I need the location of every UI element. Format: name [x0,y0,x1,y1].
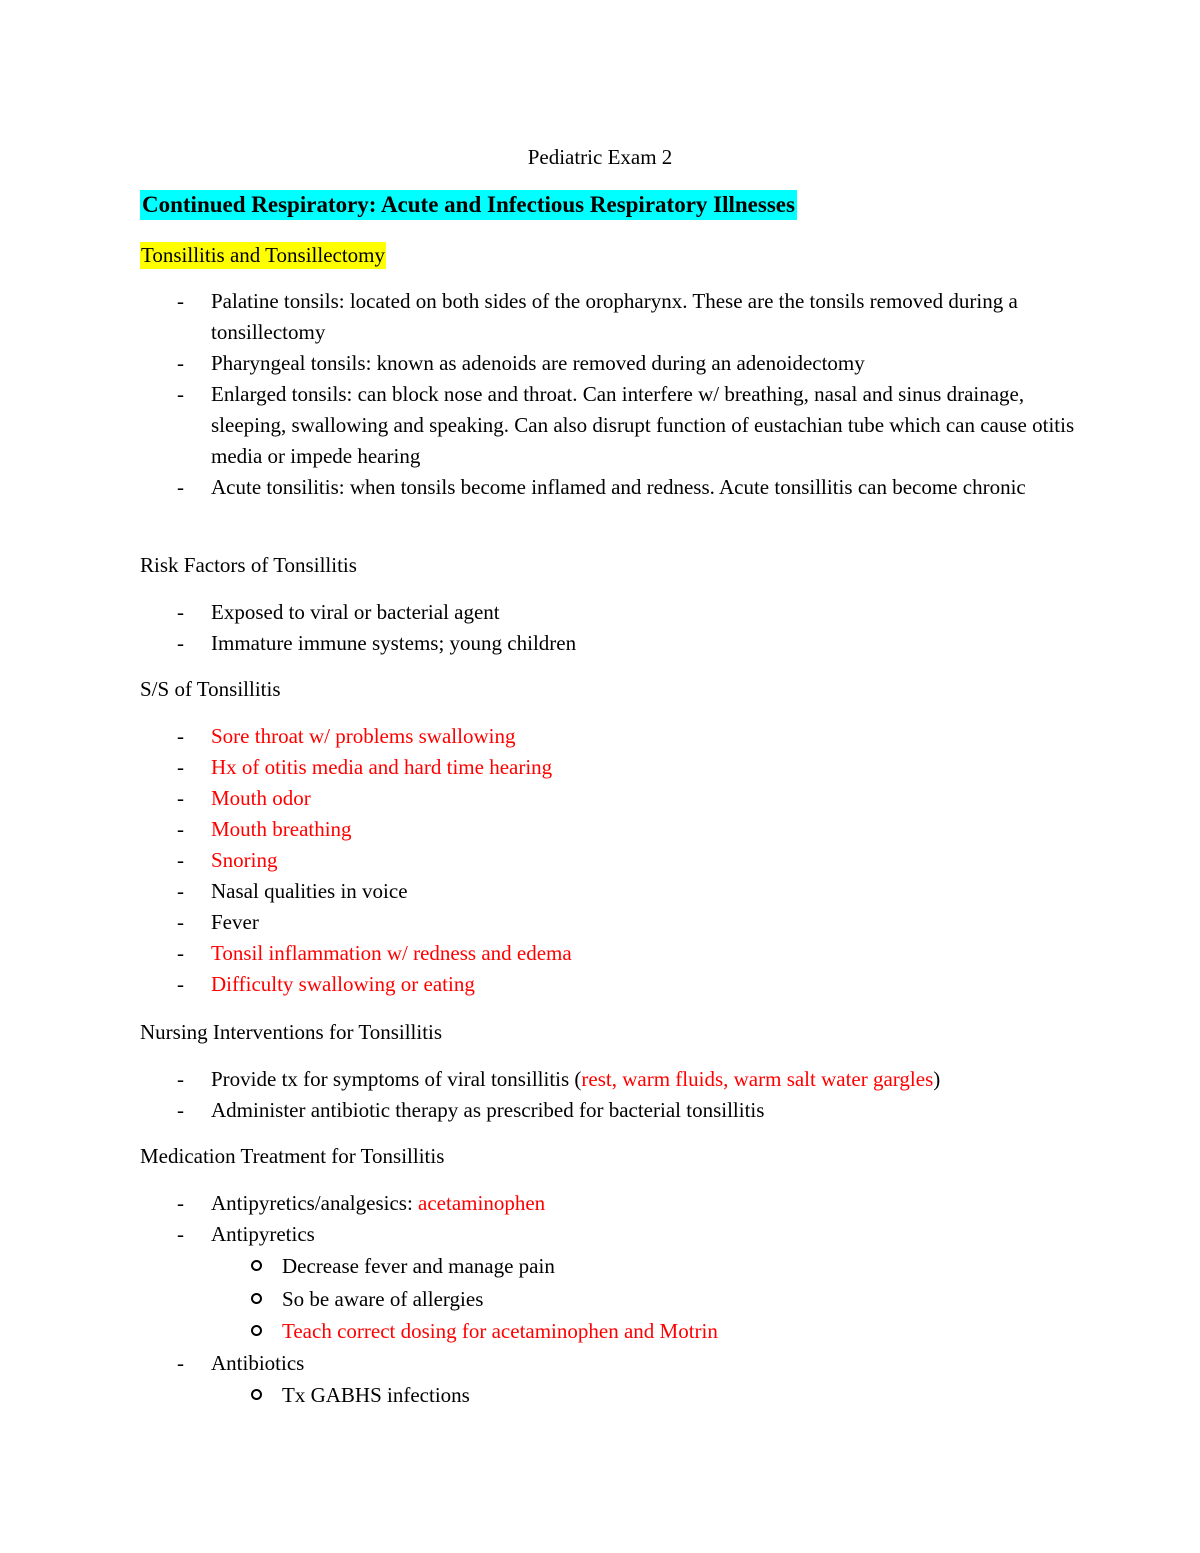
risk-factors-heading: Risk Factors of Tonsillitis [140,553,357,577]
list-item-text: Provide tx for symptoms of viral tonsillitis ( [211,1067,582,1091]
sublist-item-text: So be aware of allergies [282,1286,484,1311]
signs-symptoms-list [140,721,1080,1000]
dash-bullet: - [177,941,184,965]
nursing-interventions-list [140,1064,1080,1126]
dash-bullet: - [177,631,184,655]
list-item [140,783,1080,814]
dash-bullet: - [177,1098,184,1122]
sublist-item [211,1315,1080,1348]
dash-bullet: - [177,475,184,499]
dash-bullet: - [177,1067,184,1091]
sublist-item-text: Teach correct dosing for acetaminophen and Motrin [282,1319,718,1343]
dash-bullet: - [177,351,184,375]
dash-bullet: - [177,600,184,624]
document-title: Pediatric Exam 2 [527,145,673,169]
sublist-item-text: Decrease fever and manage pain [282,1254,555,1278]
list-item-text: Antipyretics [211,1222,315,1246]
list-item [140,472,1080,503]
list-item [140,1188,1080,1219]
list-item-text: Nasal qualities in voice [211,879,408,903]
topic-subheading: Tonsillitis and Tonsillectomy [141,243,386,267]
list-item-text: Enlarged tonsils: can block nose and throat. Can interfere w/ breathing, nasal and sinus drainage, sleeping, swallowing and speaking. Can also disrupt function of eustachian tube which can cause otitis media or impede hearing [211,382,1075,468]
list-item-text: Snoring [211,848,278,872]
circle-bullet-icon [251,1260,262,1271]
list-item [140,1348,1080,1412]
sublist-item [211,1250,1080,1283]
list-item-text: Difficulty swallowing or eating [211,972,475,996]
list-item [140,845,1080,876]
sublist-item [211,1283,1080,1316]
circle-bullet-icon [251,1389,262,1400]
list-item-text: Mouth breathing [211,817,352,841]
medication-treatment-list [140,1188,1080,1411]
dash-bullet: - [177,755,184,779]
list-item [140,814,1080,845]
list-item [140,1095,1080,1126]
list-item-text: Sore throat w/ problems swallowing [211,724,516,748]
highlighted-text: rest, warm fluids, warm salt water gargles [581,1067,934,1091]
list-item [140,721,1080,752]
list-item-text: Exposed to viral or bacterial agent [211,600,500,624]
sublist-item [211,1379,1080,1412]
dash-bullet: - [177,724,184,748]
list-item-text: Administer antibiotic therapy as prescribed for bacterial tonsillitis [211,1098,765,1122]
dash-bullet: - [177,817,184,841]
highlighted-text: acetaminophen [418,1191,546,1215]
dash-bullet: - [177,786,184,810]
list-item [140,938,1080,969]
list-item [140,752,1080,783]
list-item-text: Hx of otitis media and hard time hearing [211,755,553,779]
dash-bullet: - [177,1350,184,1375]
section-banner: Continued Respiratory: Acute and Infectious Respiratory Illnesses [140,190,797,220]
medication-treatment-heading: Medication Treatment for Tonsillitis [140,1144,445,1168]
list-item-text: Tonsil inflammation w/ redness and edema [211,941,572,965]
list-item-text: Immature immune systems; young children [211,631,577,655]
antibiotics-sublist [211,1379,1080,1412]
list-item-text: ) [933,1067,941,1091]
list-item-text: Antipyretics/analgesics: [211,1191,419,1215]
circle-bullet-icon [251,1325,262,1336]
list-item [140,628,1080,659]
list-item [140,876,1080,907]
list-item [140,597,1080,628]
antipyretics-sublist [211,1250,1080,1348]
circle-bullet-icon [251,1293,262,1304]
list-item-text: Fever [211,910,259,934]
list-item [140,1064,1080,1095]
list-item-text: Mouth odor [211,786,311,810]
list-item [140,1219,1080,1348]
list-item [140,379,1080,472]
nursing-interventions-heading: Nursing Interventions for Tonsillitis [140,1020,443,1044]
list-item-text: Antibiotics [211,1350,305,1375]
list-item-text: Pharyngeal tonsils: known as adenoids are removed during an adenoidectomy [211,351,865,375]
list-item [140,969,1080,1000]
dash-bullet: - [177,1191,184,1215]
list-item [140,348,1080,379]
list-item-text: Acute tonsilitis: when tonsils become inflamed and redness. Acute tonsillitis can become chronic [211,475,1026,499]
signs-symptoms-heading: S/S of Tonsillitis [140,677,281,701]
list-item [140,286,1080,348]
list-item [140,907,1080,938]
dash-bullet: - [177,1222,184,1246]
list-item-text: Palatine tonsils: located on both sides of the oropharynx. These are the tonsils removed during a tonsillectomy [211,289,1018,344]
dash-bullet: - [177,289,184,313]
dash-bullet: - [177,879,184,903]
dash-bullet: - [177,382,184,406]
dash-bullet: - [177,972,184,996]
risk-factors-list [140,597,1080,659]
dash-bullet: - [177,848,184,872]
sublist-item-text: Tx GABHS infections [282,1382,470,1407]
tonsils-list [140,286,1080,503]
dash-bullet: - [177,910,184,934]
